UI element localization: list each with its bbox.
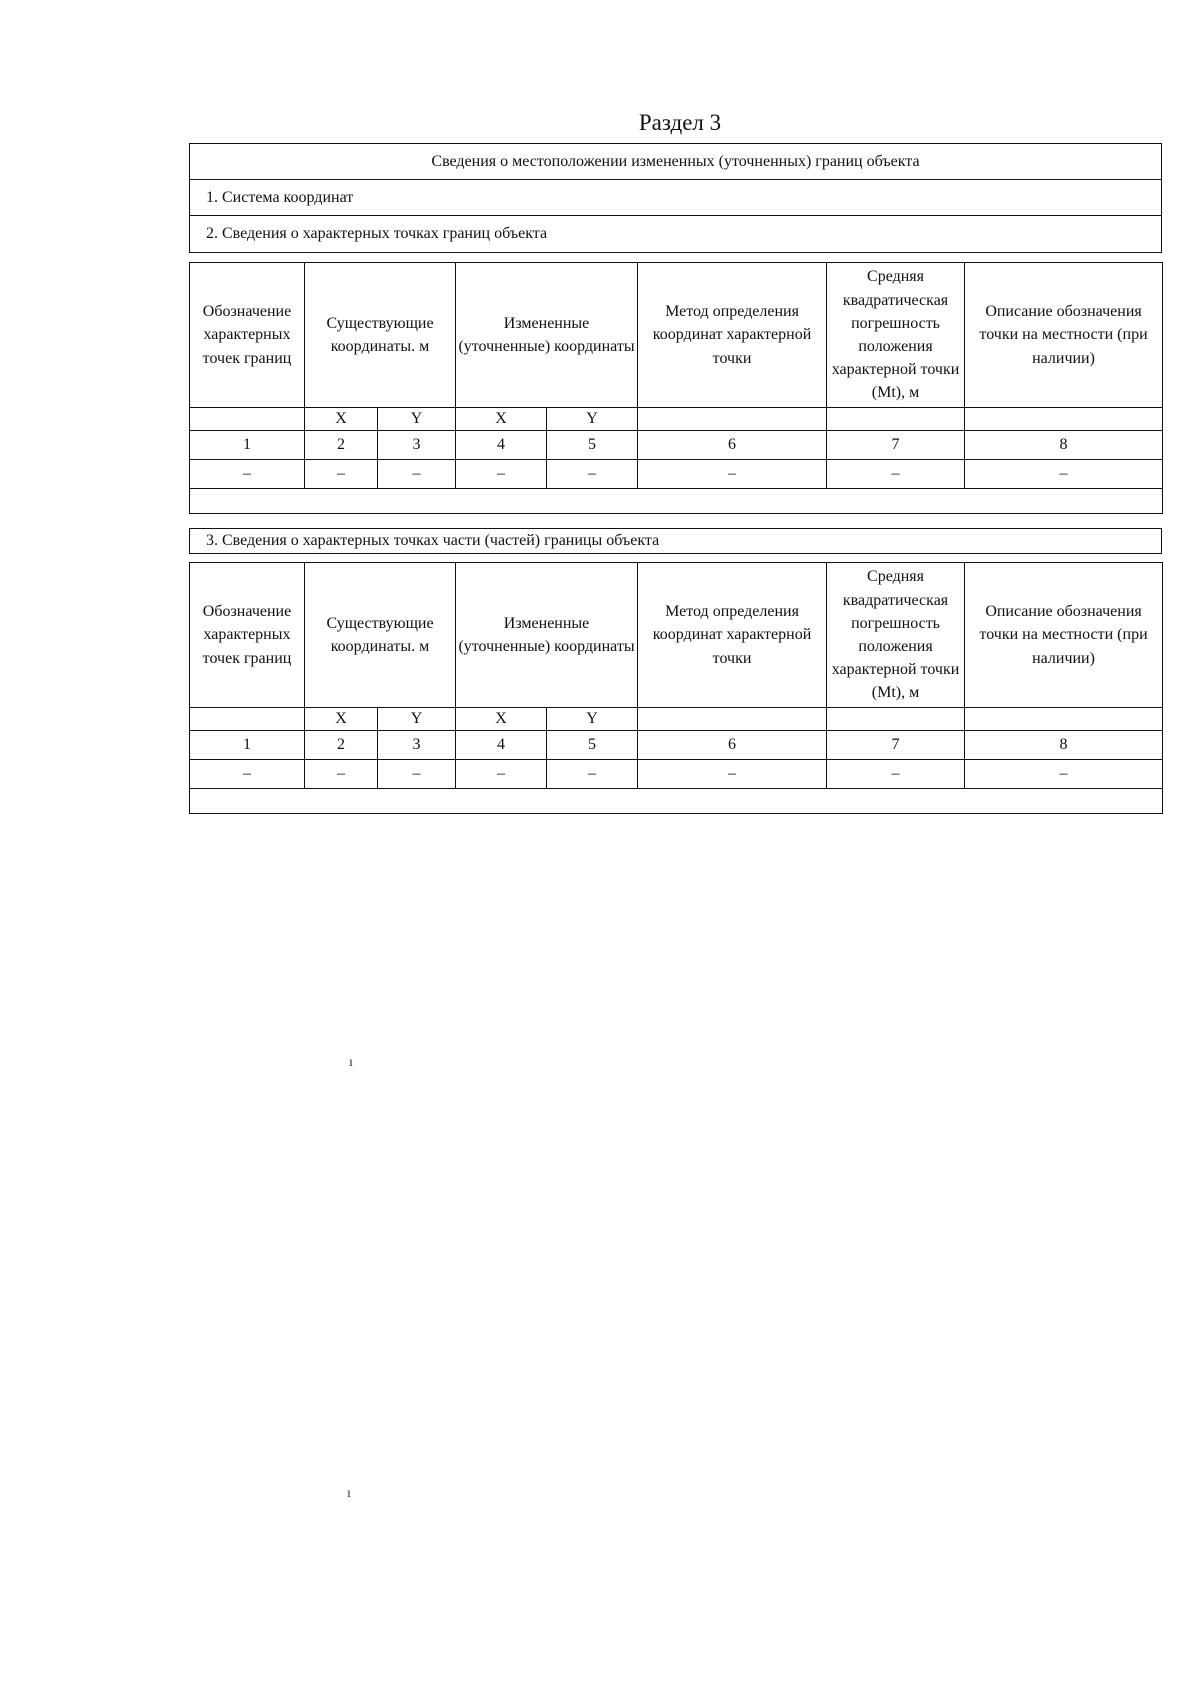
column-number: 1 (190, 731, 305, 760)
table-cell: – (827, 460, 965, 489)
table-cell: – (965, 760, 1163, 789)
sub-x-changed: X (456, 708, 547, 731)
header-title: Сведения о местоположении измененных (уточненных) границ объекта (190, 144, 1161, 180)
table-cell: – (965, 460, 1163, 489)
column-number: 8 (965, 731, 1163, 760)
sub-y-changed: Y (547, 708, 638, 731)
sub-x-existing: X (305, 408, 378, 431)
col-description-header: Описание обозначения точки на местности (при наличии) (965, 563, 1163, 708)
scan-mark: ı (349, 1055, 353, 1070)
col-method-header: Метод определения координат характерной точки (638, 563, 827, 708)
col-existing-header: Существующие координаты. м (305, 563, 456, 708)
column-number: 3 (378, 731, 456, 760)
boundary-points-table (189, 262, 1163, 514)
column-number: 8 (965, 431, 1163, 460)
sub-x-changed: X (456, 408, 547, 431)
table-cell: – (827, 760, 965, 789)
table-cell: – (547, 460, 638, 489)
sub-empty (638, 408, 827, 431)
table-cell: – (638, 460, 827, 489)
table-cell: – (547, 760, 638, 789)
empty-row (190, 789, 1163, 814)
col-changed-header: Измененные (уточненные) координаты (456, 263, 638, 408)
col-method-header: Метод определения координат характерной точки (638, 263, 827, 408)
column-number: 5 (547, 431, 638, 460)
sub-empty (638, 708, 827, 731)
coord-system-label: 1. Система координат (190, 180, 1161, 216)
col-designation-header: Обозначение характерных точек границ (190, 263, 305, 408)
sub-empty (190, 408, 305, 431)
page-title: Раздел 3 (638, 110, 722, 135)
section3-title: 3. Сведения о характерных точках части (частей) границы объекта (189, 528, 1162, 554)
sub-empty (965, 408, 1163, 431)
column-number: 2 (305, 731, 378, 760)
scan-mark: ı (347, 1486, 351, 1501)
sub-empty (827, 408, 965, 431)
col-changed-header: Измененные (уточненные) координаты (456, 563, 638, 708)
points-title: 2. Сведения о характерных точках границ объекта (206, 225, 548, 242)
col-existing-header: Существующие координаты. м (305, 263, 456, 408)
sub-empty (190, 708, 305, 731)
table-cell: – (190, 460, 305, 489)
col-description-header: Описание обозначения точки на местности (при наличии) (965, 263, 1163, 408)
sub-y-existing: Y (378, 708, 456, 731)
sub-y-changed: Y (547, 408, 638, 431)
sub-x-existing: X (305, 708, 378, 731)
sub-empty (827, 708, 965, 731)
part-boundary-points-table (189, 562, 1163, 814)
column-number: 1 (190, 431, 305, 460)
column-number: 7 (827, 731, 965, 760)
table-cell: – (190, 760, 305, 789)
table-cell: – (305, 460, 378, 489)
table-cell: – (378, 760, 456, 789)
column-number: 4 (456, 731, 547, 760)
col-accuracy-header: Средняя квадратическая погрешность положения характерной точки (Mt), м (827, 563, 965, 708)
table-cell: – (378, 460, 456, 489)
col-accuracy-header: Средняя квадратическая погрешность положения характерной точки (Mt), м (827, 263, 965, 408)
sub-y-existing: Y (378, 408, 456, 431)
column-number: 5 (547, 731, 638, 760)
table-cell: – (456, 760, 547, 789)
sub-empty (965, 708, 1163, 731)
column-number: 3 (378, 431, 456, 460)
table-cell: – (305, 760, 378, 789)
empty-row (190, 489, 1163, 514)
table-cell: – (456, 460, 547, 489)
table-cell: – (638, 760, 827, 789)
col-designation-header: Обозначение характерных точек границ (190, 563, 305, 708)
column-number: 4 (456, 431, 547, 460)
column-number: 2 (305, 431, 378, 460)
column-number: 6 (638, 431, 827, 460)
column-number: 7 (827, 431, 965, 460)
header-box (189, 143, 1162, 253)
column-number: 6 (638, 731, 827, 760)
